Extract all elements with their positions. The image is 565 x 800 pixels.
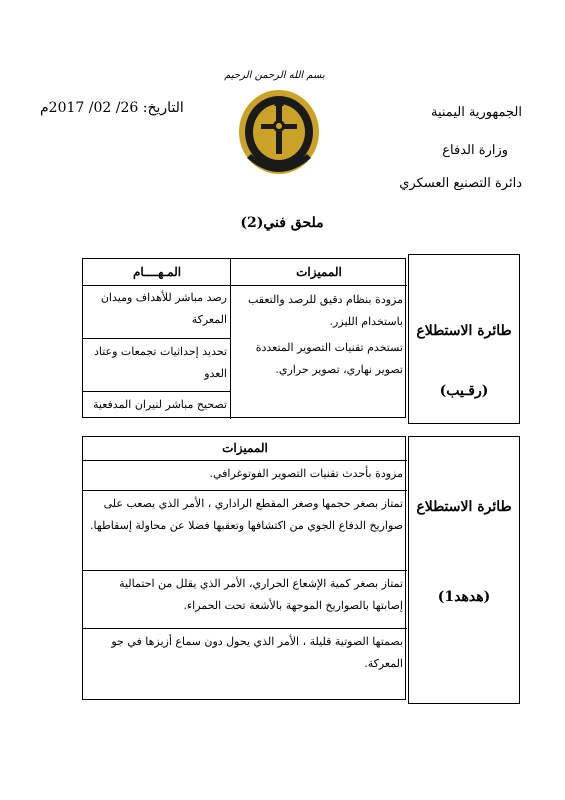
aircraft-title: طائرة الاستطلاع	[416, 323, 512, 339]
feature-item: تمتاز بصغر كمية الإشعاع الحراري، الأمر الذي يقلل من احتمالية إصابتها بالصواريخ الموجهة بالأشعة تحت الحمراء.	[83, 571, 407, 629]
aircraft-name: (هدهد1)	[437, 589, 491, 605]
feature-item: تستخدم تقنيات التصوير المتعددة تصوير نهاري، تصوير حراري.	[255, 341, 403, 376]
features-tasks-table	[82, 258, 406, 418]
features-header: المميزات	[230, 259, 407, 286]
annex-title: ملحق فني(2)	[240, 215, 324, 231]
feature-item: بصمتها الصوتية قليلة ، الأمر الذي يحول دون سماع أزيزها في جو المعركة.	[111, 635, 403, 670]
republic-name: الجمهورية اليمنية	[430, 105, 522, 120]
aircraft-name: (رقـيب)	[439, 383, 489, 399]
document-date: التاريخ: 26/ 02/ 2017م	[40, 100, 184, 116]
task-item: رصد مباشر للأهداف وميدان المعركة	[83, 285, 231, 339]
aircraft-side-cell	[408, 254, 520, 424]
features-header: المميزات	[83, 437, 407, 461]
task-item: تصحيح مباشر لنيران المدفعية	[93, 398, 227, 411]
tasks-header: المـهــــام	[83, 259, 231, 286]
feature-item: مزودة بأحدث تقنيات التصوير الفوتوغرافي.	[83, 461, 407, 491]
department-name: دائرة التصنيع العسكري	[399, 176, 522, 191]
task-item: تحديد إحداثيات تجمعات وعتاد العدو	[83, 339, 231, 392]
features-column	[230, 285, 407, 419]
feature-item: مزودة بنظام دقيق للرصد والتعقب باستخدام الليزر.	[247, 293, 403, 328]
military-emblem-icon	[237, 88, 321, 184]
feature-item: تمتاز بصغر حجمها وصغر المقطع الراداري ، الأمر الذي يصعب على صواريخ الدفاع الجوي من اكتشافها وتعقبها فضلا عن محاولة إسقاطها.	[83, 491, 407, 571]
features-table	[82, 436, 406, 700]
basmala: بسم الله الرحمن الرحيم	[224, 70, 325, 81]
aircraft-title: طائرة الاستطلاع	[416, 499, 512, 515]
table-hudhud	[82, 436, 520, 704]
aircraft-side-cell	[408, 436, 520, 704]
table-raqeeb	[82, 254, 520, 424]
ministry-name: وزارة الدفاع	[442, 143, 508, 158]
